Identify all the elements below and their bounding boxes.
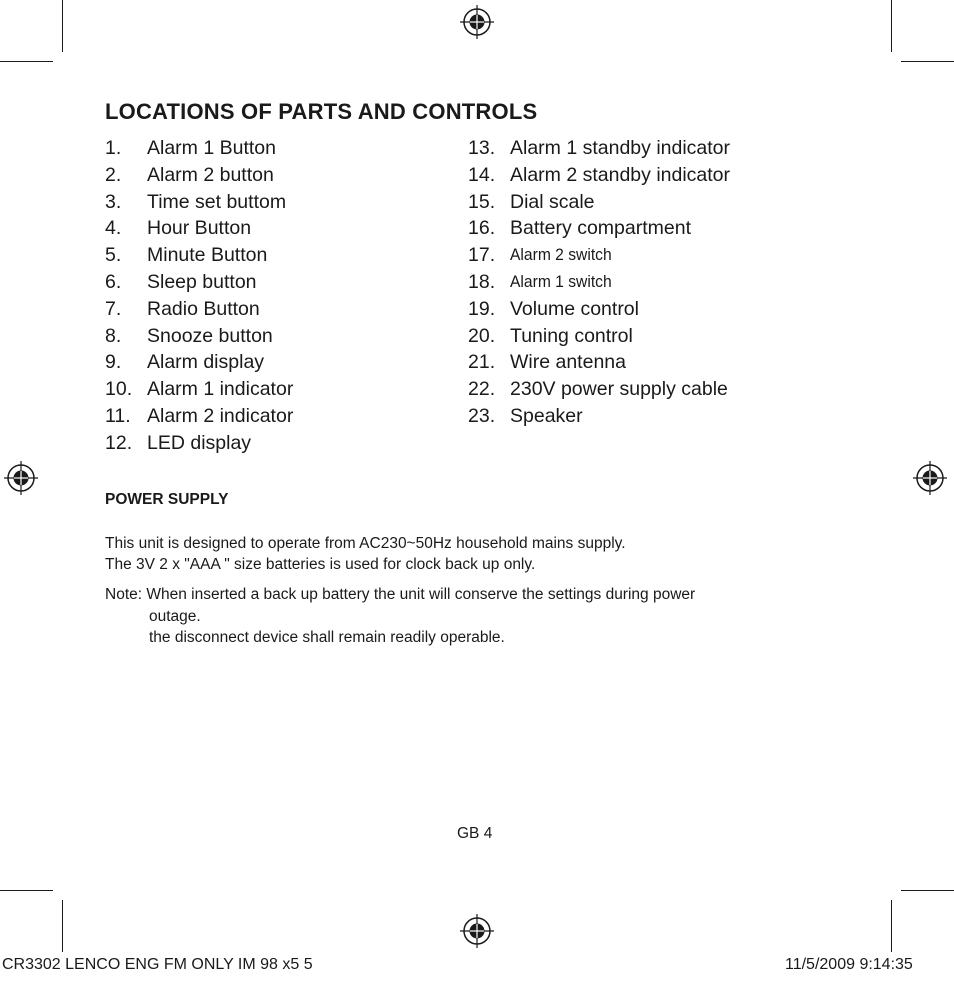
- list-item: [468, 376, 888, 403]
- item-number: 19.: [468, 297, 496, 320]
- item-number: 10.: [105, 378, 133, 401]
- crop-mark: [901, 61, 954, 62]
- registration-mark-icon: [460, 914, 494, 948]
- item-label: Volume control: [510, 297, 639, 320]
- power-supply-line: This unit is designed to operate from AC230~50Hz household mains supply.: [105, 535, 626, 552]
- list-item: [468, 135, 888, 162]
- item-number: 8.: [105, 324, 122, 347]
- item-number: 18.: [468, 270, 496, 293]
- item-label: Radio Button: [147, 297, 260, 320]
- item-number: 21.: [468, 351, 496, 374]
- list-item: [105, 349, 435, 376]
- footer-timestamp: 11/5/2009 9:14:35: [785, 956, 913, 973]
- item-number: 13.: [468, 137, 496, 159]
- item-number: 5.: [105, 244, 122, 267]
- parts-list-right: [468, 135, 888, 430]
- crop-mark: [62, 900, 63, 952]
- item-label: Alarm 2 indicator: [147, 404, 294, 427]
- list-item: [468, 189, 888, 216]
- item-number: 16.: [468, 217, 496, 240]
- item-label: Speaker: [510, 404, 583, 427]
- item-number: 4.: [105, 217, 122, 240]
- item-number: 15.: [468, 190, 496, 213]
- list-item: [105, 403, 435, 430]
- list-item: [105, 162, 435, 189]
- item-label: Minute Button: [147, 244, 268, 267]
- item-number: 12.: [105, 431, 133, 454]
- crop-mark: [891, 0, 892, 52]
- power-supply-line: The 3V 2 x "AAA " size batteries is used for clock back up only.: [105, 556, 536, 573]
- item-number: 2.: [105, 163, 122, 186]
- crop-mark: [891, 900, 892, 952]
- item-number: 3.: [105, 190, 122, 213]
- item-label: Alarm 1 standby indicator: [510, 137, 731, 159]
- crop-mark: [0, 890, 53, 891]
- list-item: [468, 323, 888, 350]
- list-item: [468, 242, 888, 269]
- power-supply-heading: POWER SUPPLY: [105, 491, 229, 508]
- item-number: 17.: [468, 244, 496, 267]
- item-number: 9.: [105, 351, 122, 374]
- crop-mark: [901, 890, 954, 891]
- item-label: LED display: [147, 431, 252, 454]
- registration-mark-icon: [913, 461, 947, 495]
- item-label: Time set buttom: [147, 190, 287, 213]
- note-line: the disconnect device shall remain readily operable.: [149, 629, 505, 646]
- registration-mark-icon: [460, 5, 494, 39]
- item-label: Alarm display: [147, 351, 265, 374]
- section-heading: LOCATIONS OF PARTS AND CONTROLS: [105, 99, 538, 124]
- list-item: [105, 215, 435, 242]
- item-number: 14.: [468, 163, 496, 186]
- list-item: [468, 403, 888, 430]
- item-label: Tuning control: [510, 324, 633, 347]
- list-item: [468, 162, 888, 189]
- item-label: Alarm 1 indicator: [147, 378, 294, 401]
- item-number: 1.: [105, 137, 122, 159]
- item-label: Hour Button: [147, 217, 252, 240]
- item-label: Dial scale: [510, 190, 595, 213]
- item-number: 6.: [105, 270, 122, 293]
- item-number: 22.: [468, 378, 496, 401]
- item-number: 11.: [105, 404, 131, 427]
- item-number: 23.: [468, 404, 496, 427]
- list-item: [105, 430, 435, 457]
- parts-list-left: [105, 135, 435, 457]
- item-label: Alarm 1 switch: [510, 271, 612, 291]
- list-item: [105, 242, 435, 269]
- item-label: Alarm 2 button: [147, 163, 274, 186]
- item-label: Sleep button: [147, 270, 257, 293]
- crop-mark: [0, 61, 53, 62]
- list-item: [468, 349, 888, 376]
- list-item: [105, 296, 435, 323]
- list-item: [468, 296, 888, 323]
- item-label: 230V power supply cable: [510, 378, 728, 401]
- list-item: [105, 269, 435, 296]
- note-line: outage.: [149, 608, 201, 625]
- list-item: [105, 376, 435, 403]
- list-item: [468, 269, 888, 296]
- item-number: 7.: [105, 297, 122, 320]
- item-number: 20.: [468, 324, 496, 347]
- registration-mark-icon: [4, 461, 38, 495]
- footer-file-info: CR3302 LENCO ENG FM ONLY IM 98 x5 5: [2, 956, 313, 973]
- list-item: [105, 189, 435, 216]
- item-label: Alarm 2 standby indicator: [510, 163, 731, 186]
- note-line: Note: When inserted a back up battery the unit will conserve the settings during power: [105, 586, 696, 603]
- crop-mark: [62, 0, 63, 52]
- page-number: GB 4: [457, 825, 493, 842]
- item-label: Alarm 2 switch: [510, 245, 612, 265]
- list-item: [105, 323, 435, 350]
- item-label: Snooze button: [147, 324, 273, 347]
- list-item: [105, 135, 435, 162]
- list-item: [468, 215, 888, 242]
- item-label: Alarm 1 Button: [147, 137, 276, 159]
- item-label: Battery compartment: [510, 217, 691, 240]
- item-label: Wire antenna: [510, 351, 626, 374]
